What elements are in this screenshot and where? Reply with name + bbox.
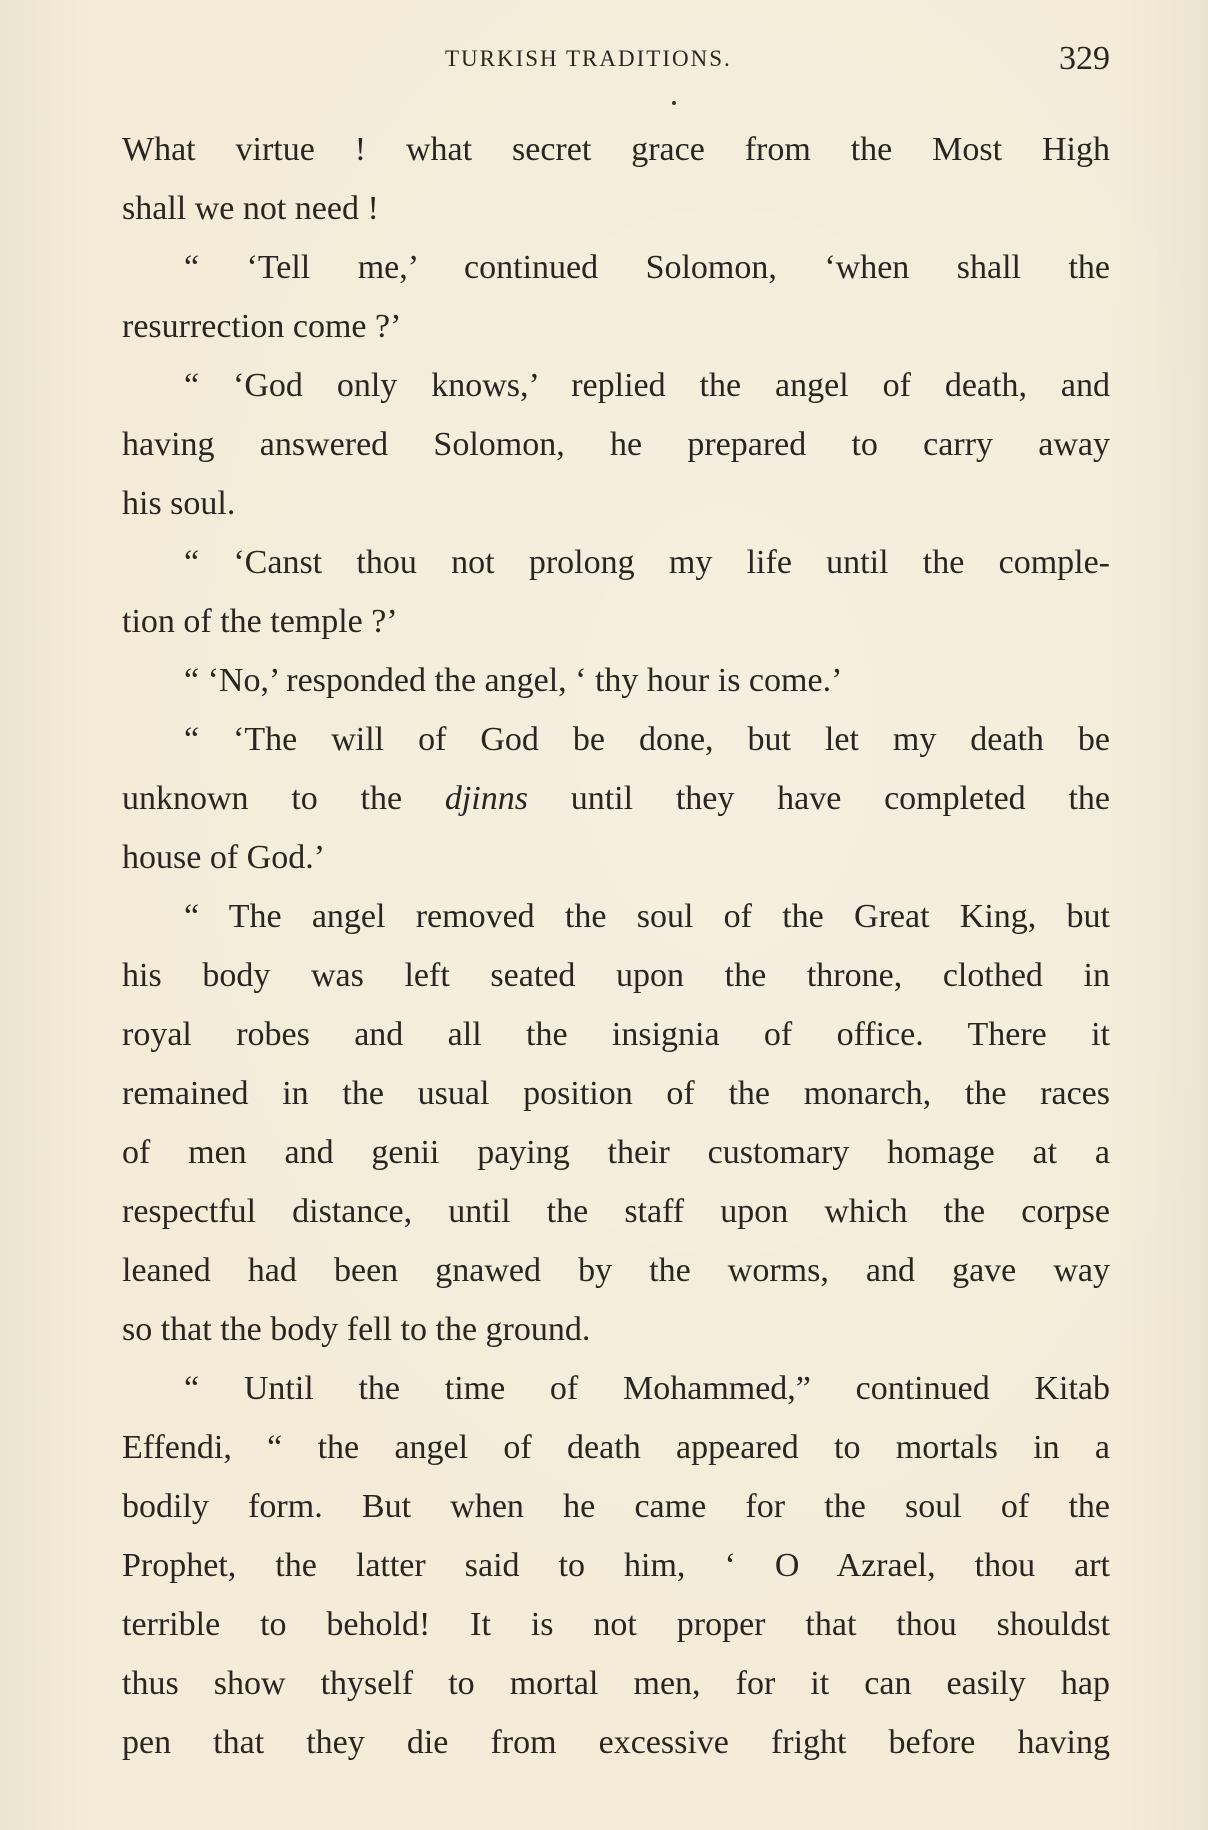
- printer-dot: [672, 101, 676, 105]
- body-text: [122, 120, 1110, 1772]
- text-line: bodily form. But when he came for the soul of the: [122, 1488, 1110, 1525]
- text-line: his body was left seated upon the throne, clothed in: [122, 957, 1110, 994]
- text-segment: unknown to the: [122, 780, 445, 817]
- text-line: “ ‘God only knows,’ replied the angel of death, and: [184, 367, 1110, 404]
- page-edge-shadow: [1198, 0, 1208, 1830]
- text-line: shall we not need !: [122, 190, 379, 227]
- text-line: leaned had been gnawed by the worms, and gave way: [122, 1252, 1110, 1289]
- text-line-with-italic: [122, 769, 1110, 828]
- text-line: “ ‘Tell me,’ continued Solomon, ‘when shall the: [184, 249, 1110, 286]
- text-line: Effendi, “ the angel of death appeared to mortals in a: [122, 1429, 1110, 1466]
- text-line: “ Until the time of Mohammed,” continued Kitab: [184, 1370, 1110, 1407]
- text-line: “ ‘No,’ responded the angel, ‘ thy hour is come.’: [184, 662, 843, 699]
- text-line: “ ‘Canst thou not prolong my life until the comple-: [184, 544, 1110, 581]
- text-line: remained in the usual position of the monarch, the races: [122, 1075, 1110, 1112]
- text-line: pen that they die from excessive fright before having: [122, 1724, 1110, 1761]
- italic-word: djinns: [444, 780, 528, 817]
- text-line: terrible to behold! It is not proper that thou shouldst: [122, 1606, 1110, 1643]
- text-line: resurrection come ?’: [122, 308, 402, 345]
- text-line: having answered Solomon, he prepared to carry away: [122, 426, 1110, 463]
- text-line: royal robes and all the insignia of office. There it: [122, 1016, 1110, 1053]
- text-line: so that the body fell to the ground.: [122, 1311, 591, 1348]
- text-line: “ ‘The will of God be done, but let my death be: [184, 721, 1110, 758]
- text-line: house of God.’: [122, 839, 326, 876]
- running-head: TURKISH TRADITIONS.: [445, 46, 732, 71]
- text-line: his soul.: [122, 485, 236, 522]
- page-header: [120, 40, 1110, 80]
- text-segment: until they have completed the: [527, 780, 1110, 817]
- page-number: 329: [1059, 40, 1110, 77]
- text-line: Prophet, the latter said to him, ‘ O Azrael, thou art: [122, 1547, 1110, 1584]
- text-line: tion of the temple ?’: [122, 603, 398, 640]
- text-line: thus show thyself to mortal men, for it can easily hap: [122, 1665, 1110, 1702]
- text-line: of men and genii paying their customary homage at a: [122, 1134, 1110, 1171]
- text-line: respectful distance, until the staff upon which the corpse: [122, 1193, 1110, 1230]
- text-line: “ The angel removed the soul of the Great King, but: [184, 898, 1110, 935]
- text-line: What virtue ! what secret grace from the Most High: [122, 131, 1110, 168]
